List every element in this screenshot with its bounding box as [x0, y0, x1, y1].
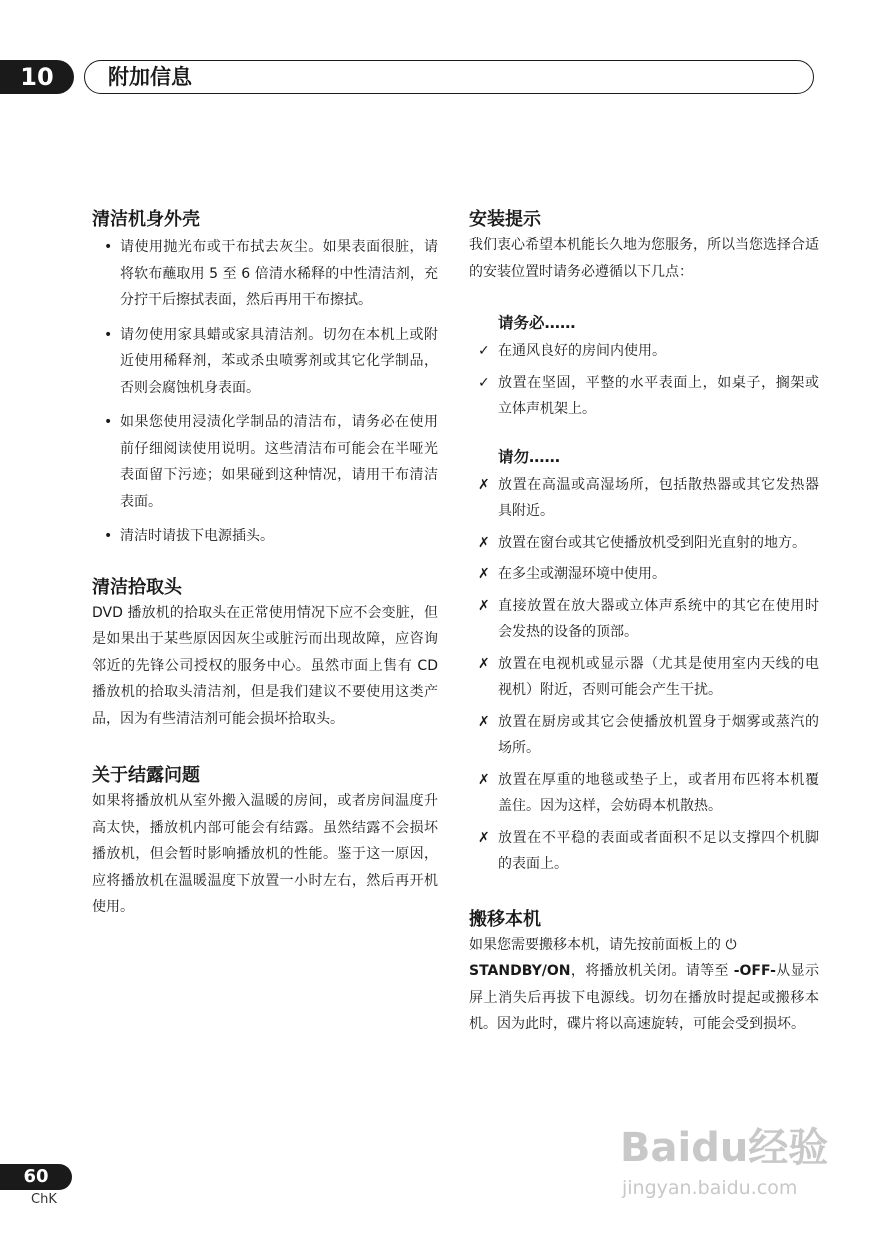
- page-number-badge: 60: [0, 1164, 72, 1190]
- chapter-title: 附加信息: [108, 65, 192, 89]
- list-item: • 如果您使用浸渍化学制品的清洁布，请务必在使用前仔细阅读使用说明。这些清洁布可能会在半哑光表面留下污迹；如果碰到这种情况，请用干布清洁表面。: [92, 409, 438, 515]
- cross-icon: ✗: [478, 713, 490, 730]
- moving-text-1: 如果您需要搬移本机，请先按前面板上的: [469, 936, 726, 953]
- list-item: • 请勿使用家具蜡或家具清洁剂。切勿在本机上或附近使用稀释剂，苯或杀虫喷雾剂或其它化学制品，否则会腐蚀机身表面。: [92, 322, 438, 402]
- right-column: [469, 208, 819, 1038]
- section-title-condensation: 关于结露问题: [92, 765, 200, 786]
- moving-text-3: 从显示屏上消失后再拔下电源线。切勿在播放时提起或搬移本机。因为此时，碟片将以高速旋转，可能会受到损坏。: [469, 963, 819, 1032]
- list-item: [469, 593, 819, 646]
- moving-body: [469, 932, 819, 1038]
- off-indicator-label: -OFF-: [733, 963, 776, 979]
- section-title-install-tips: 安装提示: [469, 209, 541, 230]
- check-icon: ✓: [478, 343, 490, 359]
- section-install-tips: [469, 208, 819, 878]
- list-item-text: 在通风良好的房间内使用。: [498, 343, 666, 359]
- list-item-text: 直接放置在放大器或立体声系统中的其它在使用时会发热的设备的顶部。: [498, 597, 819, 640]
- list-item-text: 放置在厚重的地毯或垫子上，或者用布匹将本机覆盖住。因为这样，会妨碍本机散热。: [498, 771, 819, 814]
- list-item: [469, 767, 819, 820]
- list-item: [469, 709, 819, 762]
- list-item: [469, 370, 819, 423]
- section-title-clean-case: 清洁机身外壳: [92, 209, 200, 230]
- list-item-text: 放置在高温或高湿场所，包括散热器或其它发热器具附近。: [498, 476, 819, 519]
- cross-icon: ✗: [478, 566, 490, 582]
- list-item-text: 在多尘或潮湿环境中使用。: [498, 566, 666, 582]
- section-clean-case: [92, 208, 438, 550]
- section-title-clean-pickup: 清洁拾取头: [92, 576, 182, 598]
- dont-list: [469, 472, 819, 878]
- watermark: [620, 1124, 829, 1208]
- list-item: • 清洁时请拔下电源插头。: [92, 523, 438, 550]
- chapter-title-frame: [84, 60, 814, 94]
- condensation-body: 如果将播放机从室外搬入温暖的房间，或者房间温度升高太快，播放机内部可能会有结露。虽然结露不会损坏播放机，但会暂时影响播放机的性能。鉴于这一原因，应将播放机在温暖温度下放置一小时左右，然后再开机使用。: [92, 793, 438, 915]
- cross-icon: ✗: [478, 476, 490, 493]
- power-icon: ⏻: [725, 936, 737, 953]
- list-item: [469, 651, 819, 704]
- section-clean-pickup: [92, 576, 438, 733]
- watermark-logo-text: Baidu经验: [620, 1125, 829, 1171]
- cross-icon: ✗: [478, 829, 490, 846]
- list-item: [469, 825, 819, 878]
- standby-on-label: STANDBY/ON: [469, 963, 571, 979]
- chapter-number-badge: 10: [0, 60, 74, 94]
- cross-icon: ✗: [478, 597, 490, 614]
- list-item-text: 放置在不平稳的表面或者面积不足以支撑四个机脚的表面上。: [498, 829, 819, 872]
- list-item-text: 放置在厨房或其它会使播放机置身于烟雾或蒸汽的场所。: [498, 713, 819, 756]
- list-item-text: 放置在坚固，平整的水平表面上，如桌子，搁架或立体声机架上。: [498, 374, 819, 417]
- cross-icon: ✗: [478, 534, 490, 551]
- cross-icon: ✗: [478, 771, 490, 788]
- list-item: [469, 561, 819, 588]
- do-subtitle: 请务必……: [498, 314, 576, 332]
- section-moving: [469, 908, 819, 1038]
- list-item-text: 放置在窗台或其它使播放机受到阳光直射的地方。: [498, 534, 806, 551]
- list-item: [469, 338, 819, 365]
- list-item-text: 放置在电视机或显示器（尤其是使用室内天线的电视机）附近，否则可能会产生干扰。: [498, 655, 819, 698]
- list-item: • 请使用抛光布或干布拭去灰尘。如果表面很脏，请将软布蘸取用 5 至 6 倍清水稀释的中性清洁剂，充分拧干后擦拭表面，然后再用干布擦拭。: [92, 234, 438, 314]
- section-condensation: [92, 764, 438, 921]
- section-title-moving: 搬移本机: [469, 908, 541, 930]
- clean-pickup-body: DVD 播放机的拾取头在正常使用情况下应不会变脏，但是如果出于某些原因因灰尘或脏污而出现故障，应咨询邻近的先锋公司授权的服务中心。虽然市面上售有 CD 播放机的拾取头清洁剂，但是我们建议不要使用这类产品，因为有些清洁剂可能会损坏拾取头。: [92, 604, 438, 727]
- do-list: [469, 338, 819, 423]
- watermark-url: jingyan.baidu.com: [622, 1177, 798, 1199]
- clean-case-list: [92, 234, 438, 550]
- dont-subtitle: 请勿……: [498, 447, 561, 466]
- left-column: [92, 208, 438, 921]
- language-code: ChK: [31, 1192, 57, 1207]
- list-item: [469, 530, 819, 557]
- install-tips-intro: 我们衷心希望本机能长久地为您服务，所以当您选择合适的安装位置时请务必遵循以下几点：: [469, 237, 819, 280]
- check-icon: ✓: [478, 374, 490, 391]
- moving-text-2: ，将播放机关闭。请等至: [570, 963, 734, 979]
- cross-icon: ✗: [478, 655, 490, 672]
- list-item: [469, 472, 819, 525]
